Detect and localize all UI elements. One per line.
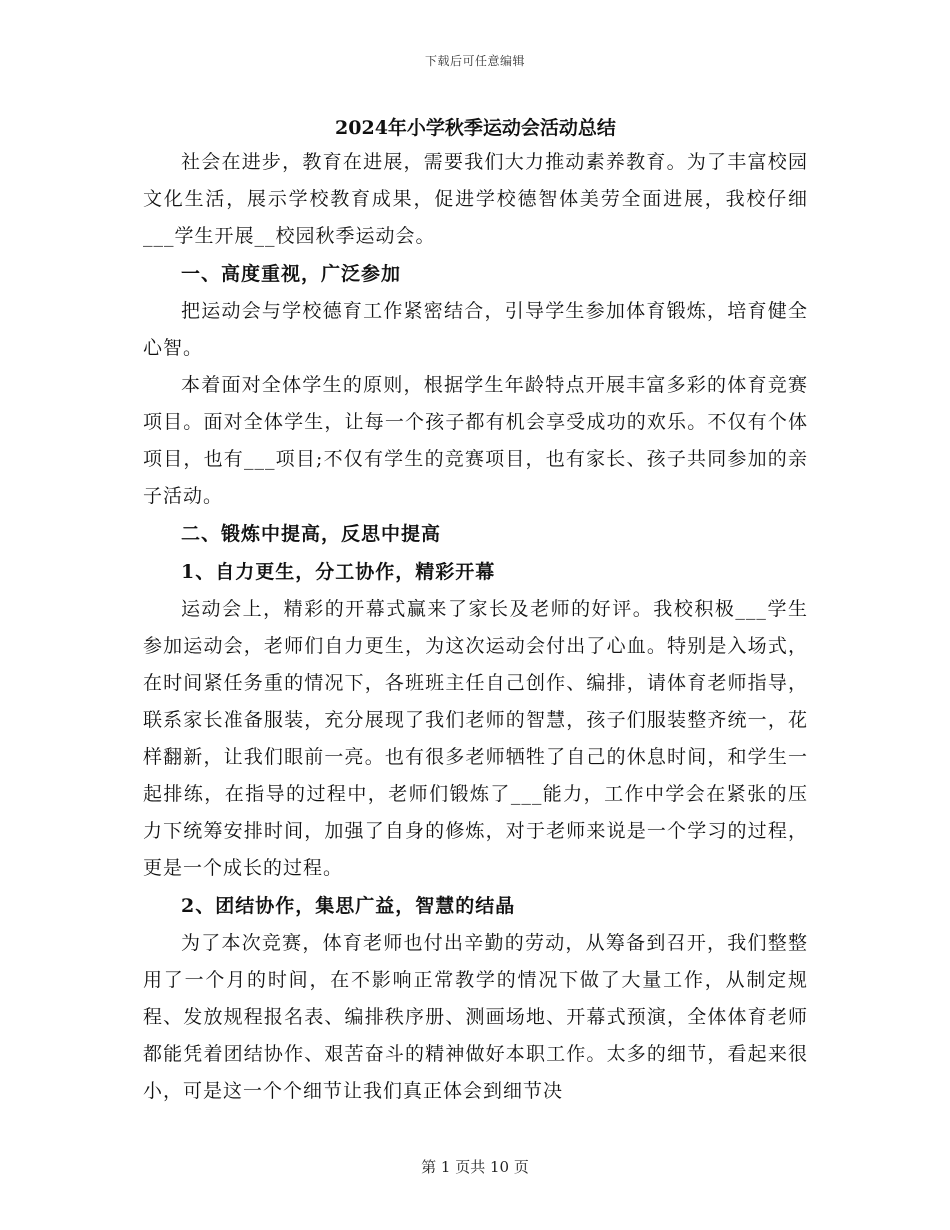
paragraph: 把运动会与学校德育工作紧密结合，引导学生参加体育锻炼，培育健全心智。 bbox=[143, 300, 808, 359]
subsection-heading-2: 2、团结协作，集思广益，智慧的结晶 bbox=[181, 895, 516, 917]
paragraph-intro: 社会在进步，教育在进展，需要我们大力推动素养教育。为了丰富校园文化生活，展示学校教育成果，促进学校德智体美劳全面进展，我校仔细___学生开展__校园秋季运动会。 bbox=[143, 151, 808, 247]
document-title: 2024年小学秋季运动会活动总结 bbox=[335, 117, 616, 139]
section-heading-2: 二、锻炼中提高，反思中提高 bbox=[181, 523, 442, 545]
paragraph: 为了本次竞赛，体育老师也付出辛勤的劳动，从筹备到召开，我们整整用了一个月的时间，在不影响正常教学的情况下做了大量工作，从制定规程、发放规程报名表、编排秩序册、测画场地、开幕式预演，全体体育老师都能凭着团结协作、艰苦奋斗的精神做好本职工作。太多的细节，看起来很小，可是这一个个细节让我们真正体会到细节决 bbox=[143, 932, 808, 1102]
document-body bbox=[143, 112, 808, 1110]
header-note: 下载后可任意编辑 bbox=[424, 54, 525, 68]
paragraph: 本着面对全体学生的原则，根据学生年龄特点开展丰富多彩的体育竞赛项目。面对全体学生，让每一个孩子都有机会享受成功的欢乐。不仅有个体项目，也有___项目;不仅有学生的竞赛项目，也有家长、孩子共同参加的亲子活动。 bbox=[143, 374, 808, 507]
subsection-heading-1: 1、自力更生，分工协作，精彩开幕 bbox=[181, 561, 496, 583]
section-heading-1: 一、高度重视，广泛参加 bbox=[181, 263, 402, 285]
paragraph: 运动会上，精彩的开幕式赢来了家长及老师的好评。我校积极___学生参加运动会，老师们自力更生，为这次运动会付出了心血。特别是入场式，在时间紧任务重的情况下，各班班主任自己创作、编排，请体育老师指导，联系家长准备服装，充分展现了我们老师的智慧，孩子们服装整齐统一，花样翻新，让我们眼前一亮。也有很多老师牺牲了自己的休息时间，和学生一起排练，在指导的过程中，老师们锻炼了___能力，工作中学会在紧张的压力下统筹安排时间，加强了自身的修炼，对于老师来说是一个学习的过程，更是一个成长的过程。 bbox=[143, 598, 808, 879]
page-footer: 第 1 页共 10 页 bbox=[421, 1158, 529, 1176]
